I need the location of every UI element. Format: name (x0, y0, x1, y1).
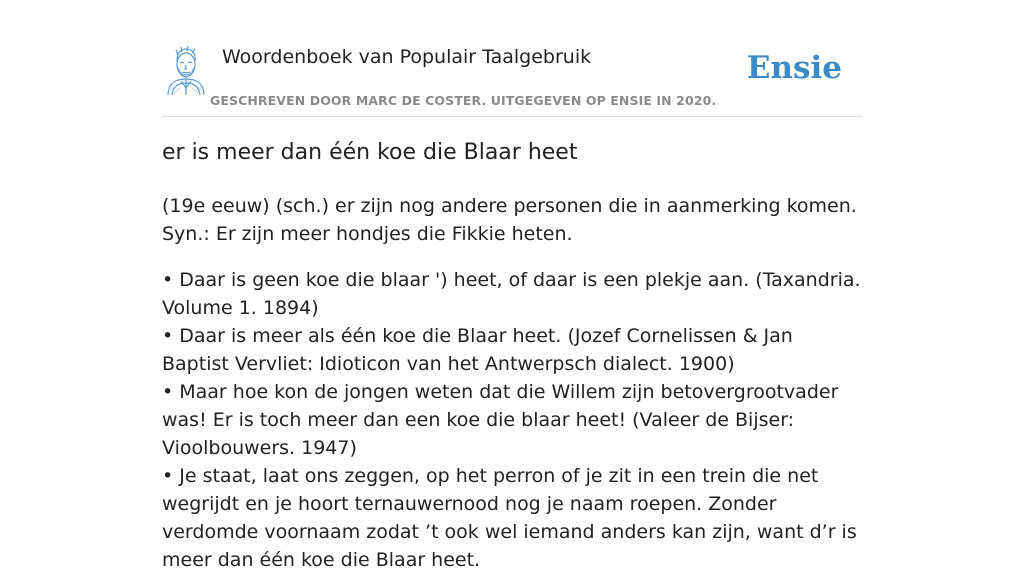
example-item: • Daar is geen koe die blaar ') heet, of daar is een plekje aan. (Taxandria. Volume 1. 1894) (162, 266, 862, 322)
dictionary-title[interactable]: Woordenboek van Populair Taalgebruik (222, 46, 592, 68)
entry-term: er is meer dan één koe die Blaar heet (162, 140, 578, 165)
dictionary-header (162, 40, 862, 117)
author-portrait-icon (162, 46, 210, 96)
author-byline: GESCHREVEN DOOR MARC DE COSTER. UITGEGEVEN OP ENSIE IN 2020. (210, 93, 717, 108)
author-avatar[interactable] (162, 46, 210, 96)
example-list (162, 266, 862, 574)
example-item: • Je staat, laat ons zeggen, op het perron of je zit in een trein die net wegrijdt en je hoort ternauwernood nog je naam roepen. Zonder verdomde voornaam zodat ’t ook wel iemand anders kan zijn, want d’r is meer dan één koe die Blaar heet. (162, 462, 862, 574)
entry-definition: (19e eeuw) (sch.) er zijn nog andere personen die in aanmerking komen. Syn.: Er zijn meer hondjes die Fikkie heten. (162, 195, 857, 245)
example-item: • Daar is meer als één koe die Blaar heet. (Jozef Cornelissen & Jan Baptist Vervliet: Idioticon van het Antwerpsch dialect. 1900) (162, 322, 862, 378)
ensie-logo[interactable]: Ensie (746, 50, 842, 86)
example-item: • Maar hoe kon de jongen weten dat die Willem zijn betovergrootvader was! Er is toch meer dan een koe die blaar heet! (Valeer de Bijser: Vioolbouwers. 1947) (162, 378, 862, 462)
